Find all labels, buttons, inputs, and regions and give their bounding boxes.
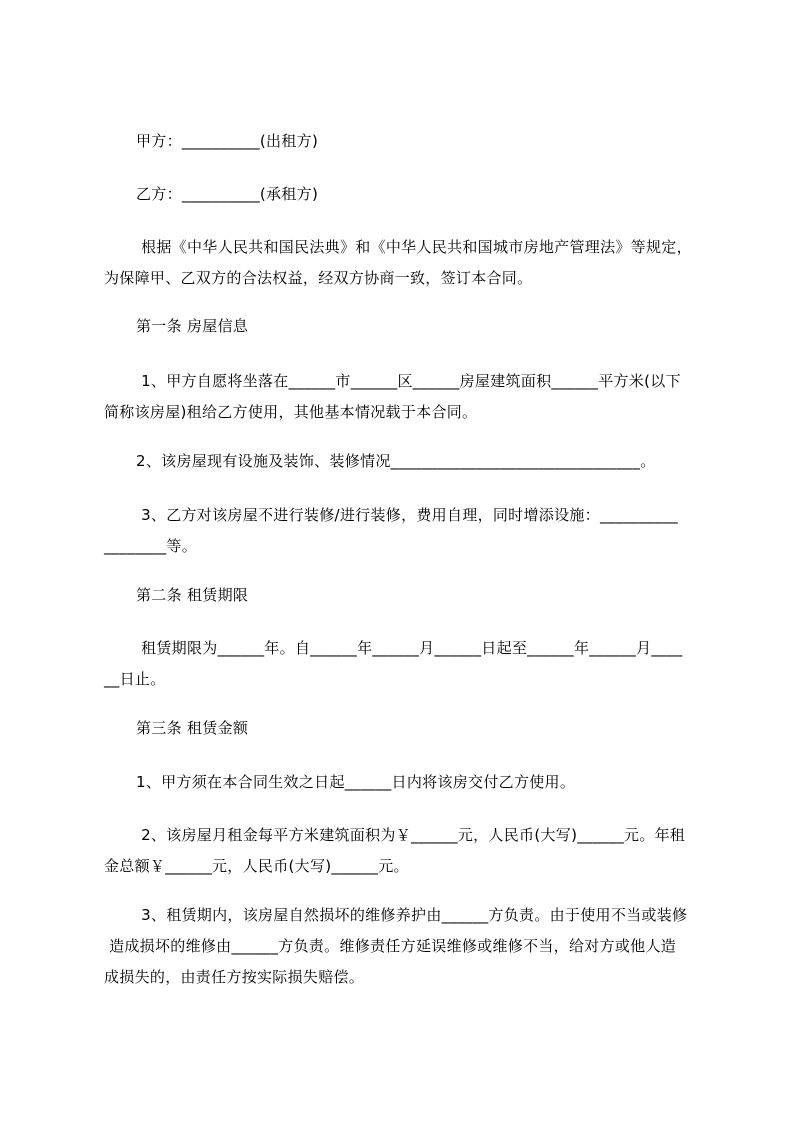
article-3-item-3-line-2: 造成损坏的维修由______方负责。维修责任方延误维修或维修不当，给对方或他人造 [104,937,677,955]
article-1-item-3 [104,505,704,567]
preamble-line-2: 为保障甲、乙双方的合法权益，经双方协商一致，签订本合同。 [104,269,533,287]
party-b-line: 乙方：__________(承租方) [136,185,319,203]
article-1-item-3-line-2: ________等。 [104,537,198,555]
article-3-title: 第三条 租赁金额 [136,719,249,737]
article-3-item-2-line-1: 2、该房屋月租金每平方米建筑面积为￥______元，人民币(大写)______元。年租 [136,826,686,844]
party-a-line: 甲方：__________(出租方) [136,132,319,150]
preamble-line-1: 根据《中华人民共和国民法典》和《中华人民共和国城市房地产管理法》等规定， [136,238,692,256]
article-2-title: 第二条 租赁期限 [136,586,249,604]
article-3-item-2 [104,825,704,887]
article-3-item-3 [104,905,704,998]
article-3-item-3-line-1: 3、租赁期内，该房屋自然损坏的维修养护由______方负责。由于使用不当或装修 [136,906,688,924]
article-3-item-3-line-3: 成损失的，由责任方按实际损失赔偿。 [104,968,365,986]
article-1-item-1-line-1: 1、甲方自愿将坐落在______市______区______房屋建筑面积______平方米(以下 [136,372,681,390]
article-3-item-1: 1、甲方须在本合同生效之日起______日内将该房交付乙方使用。 [136,773,576,791]
article-1-item-3-line-1: 3、乙方对该房屋不进行装修/进行装修，费用自理，同时增添设施：__________ [136,506,678,524]
article-2-body-line-1: 租赁期限为______年。自______年______月______日起至______年______月____ [136,639,683,657]
article-1-item-2: 2、该房屋现有设施及装饰、装修情况________________________________。 [136,452,656,470]
article-2-body-line-2: __日止。 [104,670,166,688]
article-1-item-1-line-2: 简称该房屋)租给乙方使用，其他基本情况载于本合同。 [104,403,478,421]
article-1-title: 第一条 房屋信息 [136,317,249,335]
article-2-body [104,638,704,700]
article-1-item-1 [104,371,704,433]
article-3-item-2-line-2: 金总额￥______元，人民币(大写)______元。 [104,857,409,875]
preamble-paragraph [104,237,704,299]
